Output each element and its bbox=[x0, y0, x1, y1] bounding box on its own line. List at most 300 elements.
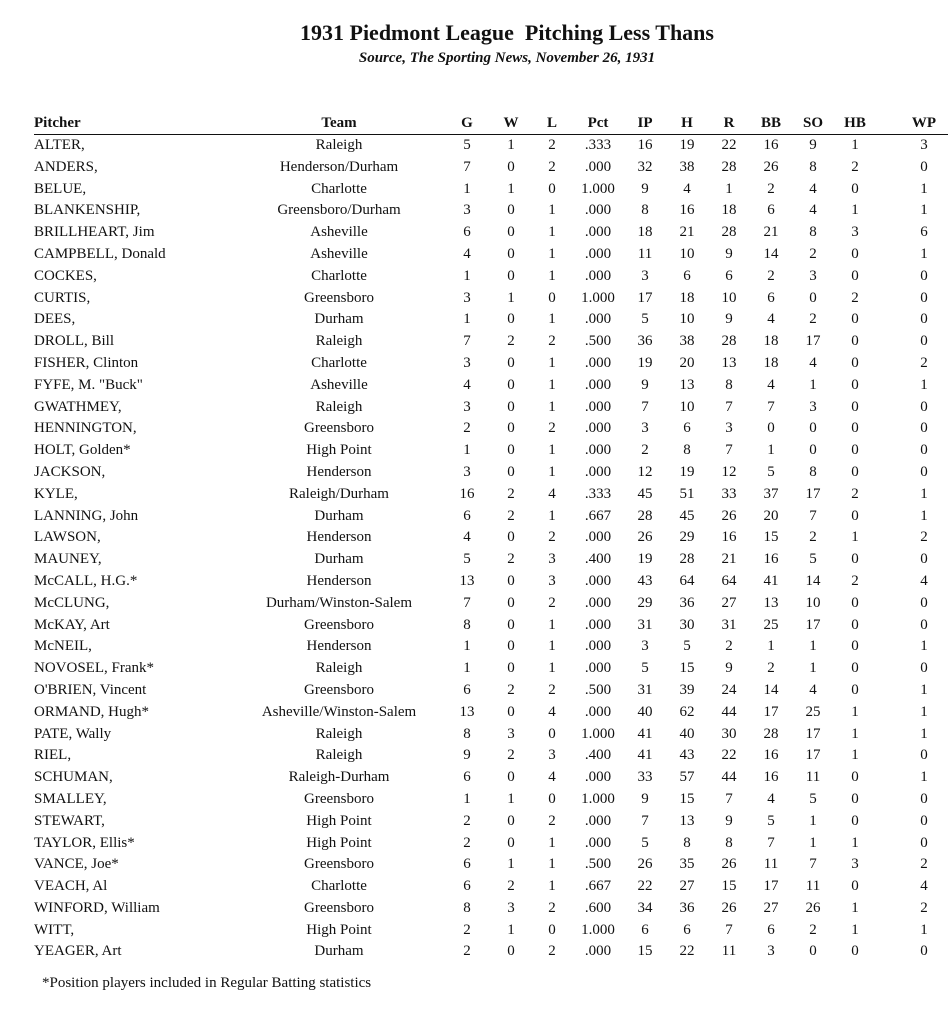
pitcher-cell: NOVOSEL, Frank* bbox=[34, 660, 154, 677]
stat-cell-ip: 9 bbox=[641, 790, 649, 807]
pitcher-cell: SMALLEY, bbox=[34, 790, 107, 807]
stat-cell-hb: 0 bbox=[851, 398, 859, 415]
stat-cell-wp: 0 bbox=[920, 594, 928, 611]
table-row bbox=[34, 440, 948, 462]
stat-cell-ip: 32 bbox=[637, 158, 653, 175]
stat-cell-r: 64 bbox=[721, 572, 737, 589]
stat-cell-bb: 5 bbox=[767, 812, 775, 829]
stat-cell-so: 2 bbox=[809, 529, 817, 546]
stat-cell-pct: .000 bbox=[584, 224, 612, 241]
stat-cell-wp: 3 bbox=[920, 137, 928, 153]
column-header-hb: HB bbox=[834, 112, 876, 135]
stat-cell-so: 26 bbox=[805, 899, 821, 916]
stat-cell-r: 7 bbox=[725, 921, 733, 938]
stat-cell-r: 44 bbox=[721, 703, 737, 720]
table-row bbox=[34, 680, 948, 702]
pitcher-cell: LANNING, John bbox=[34, 507, 139, 524]
stat-cell-ip: 22 bbox=[637, 878, 653, 895]
team-cell: Asheville/Winston-Salem bbox=[261, 703, 417, 720]
table-row bbox=[34, 593, 948, 615]
team-cell: Durham bbox=[314, 551, 364, 568]
stat-cell-w: 1 bbox=[507, 790, 515, 807]
stat-cell-hb: 2 bbox=[851, 158, 859, 175]
stat-cell-g: 1 bbox=[463, 311, 471, 328]
stat-cell-pct: .000 bbox=[584, 398, 612, 415]
stat-cell-so: 1 bbox=[809, 376, 817, 393]
table-row bbox=[34, 920, 948, 942]
stat-cell-so: 5 bbox=[809, 551, 817, 568]
pitcher-cell: BRILLHEART, Jim bbox=[34, 224, 155, 241]
stat-cell-so: 0 bbox=[809, 943, 817, 960]
stat-cell-w: 1 bbox=[507, 289, 515, 306]
pitcher-cell: TAYLOR, Ellis* bbox=[34, 834, 135, 851]
stat-cell-wp: 0 bbox=[920, 834, 928, 851]
stat-cell-h: 16 bbox=[679, 202, 695, 219]
stat-cell-hb: 0 bbox=[851, 812, 859, 829]
stat-cell-pct: .500 bbox=[584, 333, 612, 350]
table-row bbox=[34, 244, 948, 266]
stat-cell-ip: 19 bbox=[637, 354, 653, 371]
table-row bbox=[34, 266, 948, 288]
stat-cell-l: 0 bbox=[548, 180, 556, 197]
stat-cell-hb: 0 bbox=[851, 551, 859, 568]
column-header-wp: WP bbox=[876, 112, 948, 135]
stat-cell-w: 0 bbox=[507, 420, 515, 437]
stat-cell-pct: .000 bbox=[584, 376, 612, 393]
column-header-l: L bbox=[532, 112, 572, 135]
stat-cell-pct: .500 bbox=[584, 681, 612, 698]
stat-cell-w: 0 bbox=[507, 769, 515, 786]
stat-cell-w: 2 bbox=[507, 681, 515, 698]
stat-cell-pct: 1.000 bbox=[581, 921, 615, 938]
stat-cell-r: 26 bbox=[721, 507, 737, 524]
stat-cell-g: 4 bbox=[463, 245, 471, 262]
table-row bbox=[34, 527, 948, 549]
stat-cell-pct: .000 bbox=[584, 572, 612, 589]
stat-cell-l: 2 bbox=[548, 681, 556, 698]
pitcher-cell: SCHUMAN, bbox=[34, 769, 113, 786]
team-cell: Charlotte bbox=[311, 180, 367, 197]
stat-cell-ip: 19 bbox=[637, 551, 653, 568]
stat-cell-h: 19 bbox=[679, 463, 695, 480]
stat-cell-g: 1 bbox=[463, 180, 471, 197]
stat-cell-bb: 0 bbox=[767, 420, 775, 437]
stat-cell-l: 0 bbox=[548, 921, 556, 938]
stat-cell-hb: 2 bbox=[851, 485, 859, 502]
stat-cell-bb: 18 bbox=[763, 333, 779, 350]
stat-cell-so: 17 bbox=[805, 725, 821, 742]
stat-cell-h: 29 bbox=[679, 529, 695, 546]
stat-cell-pct: 1.000 bbox=[581, 289, 615, 306]
table-body bbox=[34, 135, 948, 964]
stat-cell-l: 0 bbox=[548, 790, 556, 807]
stat-cell-bb: 6 bbox=[767, 289, 775, 306]
stat-cell-l: 2 bbox=[548, 420, 556, 437]
table-row bbox=[34, 571, 948, 593]
stat-cell-l: 1 bbox=[548, 267, 556, 284]
stat-cell-g: 5 bbox=[463, 551, 471, 568]
stat-cell-so: 11 bbox=[805, 878, 821, 895]
table-row bbox=[34, 549, 948, 571]
stat-cell-hb: 0 bbox=[851, 660, 859, 677]
pitcher-cell: CAMPBELL, Donald bbox=[34, 245, 166, 262]
stat-cell-l: 1 bbox=[548, 376, 556, 393]
stat-cell-g: 1 bbox=[463, 660, 471, 677]
team-cell: Charlotte bbox=[311, 878, 367, 895]
pitcher-cell: McNEIL, bbox=[34, 638, 92, 655]
stat-cell-h: 21 bbox=[679, 224, 695, 241]
stat-cell-hb: 3 bbox=[851, 224, 859, 241]
stat-cell-pct: .667 bbox=[584, 507, 612, 524]
table-row bbox=[34, 135, 948, 157]
pitcher-cell: HENNINGTON, bbox=[34, 420, 137, 437]
stat-cell-w: 0 bbox=[507, 594, 515, 611]
pitcher-cell: CURTIS, bbox=[34, 289, 91, 306]
stat-cell-r: 2 bbox=[725, 638, 733, 655]
stat-cell-bb: 14 bbox=[763, 681, 779, 698]
table-row bbox=[34, 200, 948, 222]
stat-cell-g: 13 bbox=[459, 572, 475, 589]
stat-cell-g: 5 bbox=[463, 137, 471, 153]
stat-cell-so: 2 bbox=[809, 245, 817, 262]
stat-cell-l: 1 bbox=[548, 311, 556, 328]
stat-cell-pct: .000 bbox=[584, 267, 612, 284]
stat-cell-pct: .000 bbox=[584, 834, 612, 851]
stat-cell-h: 20 bbox=[679, 354, 695, 371]
stat-cell-hb: 0 bbox=[851, 267, 859, 284]
stat-cell-g: 6 bbox=[463, 769, 471, 786]
stat-cell-l: 2 bbox=[548, 812, 556, 829]
stat-cell-h: 6 bbox=[683, 420, 691, 437]
team-cell: High Point bbox=[306, 812, 372, 829]
stat-cell-hb: 0 bbox=[851, 442, 859, 459]
stat-cell-so: 17 bbox=[805, 616, 821, 633]
stat-cell-pct: .400 bbox=[584, 747, 612, 764]
stat-cell-bb: 20 bbox=[763, 507, 779, 524]
team-cell: Henderson bbox=[306, 572, 372, 589]
stat-cell-bb: 6 bbox=[767, 921, 775, 938]
stat-cell-w: 0 bbox=[507, 616, 515, 633]
stat-cell-r: 9 bbox=[725, 245, 733, 262]
stat-cell-h: 10 bbox=[679, 245, 695, 262]
stat-cell-bb: 26 bbox=[763, 158, 779, 175]
stat-cell-r: 27 bbox=[721, 594, 737, 611]
stat-cell-w: 1 bbox=[507, 137, 515, 153]
stat-cell-r: 21 bbox=[721, 551, 737, 568]
stat-cell-so: 25 bbox=[805, 703, 821, 720]
stat-cell-l: 1 bbox=[548, 463, 556, 480]
stat-cell-wp: 1 bbox=[920, 180, 928, 197]
table-row bbox=[34, 397, 948, 419]
stat-cell-hb: 2 bbox=[851, 572, 859, 589]
stat-cell-h: 30 bbox=[679, 616, 695, 633]
stat-cell-w: 0 bbox=[507, 311, 515, 328]
stat-cell-bb: 11 bbox=[763, 856, 779, 873]
stat-cell-h: 51 bbox=[679, 485, 695, 502]
stat-cell-r: 8 bbox=[725, 376, 733, 393]
stat-cell-wp: 6 bbox=[920, 224, 928, 241]
stat-cell-h: 39 bbox=[679, 681, 695, 698]
stat-cell-pct: .000 bbox=[584, 660, 612, 677]
stat-cell-ip: 5 bbox=[641, 834, 649, 851]
table-row bbox=[34, 418, 948, 440]
stat-cell-bb: 41 bbox=[763, 572, 779, 589]
stat-cell-w: 0 bbox=[507, 572, 515, 589]
column-header-bb: BB bbox=[750, 112, 792, 135]
stat-cell-ip: 7 bbox=[641, 398, 649, 415]
stat-cell-so: 3 bbox=[809, 398, 817, 415]
stat-cell-h: 64 bbox=[679, 572, 695, 589]
stat-cell-bb: 25 bbox=[763, 616, 779, 633]
stat-cell-g: 1 bbox=[463, 442, 471, 459]
stat-cell-r: 9 bbox=[725, 660, 733, 677]
team-cell: Durham bbox=[314, 507, 364, 524]
column-header-r: R bbox=[708, 112, 750, 135]
stat-cell-r: 24 bbox=[721, 681, 737, 698]
stat-cell-hb: 0 bbox=[851, 354, 859, 371]
stat-cell-l: 1 bbox=[548, 878, 556, 895]
pitcher-cell: RIEL, bbox=[34, 747, 72, 764]
stat-cell-w: 2 bbox=[507, 878, 515, 895]
stat-cell-r: 28 bbox=[721, 158, 737, 175]
stat-cell-l: 2 bbox=[548, 137, 556, 153]
team-cell: Greensboro bbox=[304, 420, 374, 437]
stat-cell-h: 45 bbox=[679, 507, 695, 524]
stat-cell-wp: 1 bbox=[920, 245, 928, 262]
table-row bbox=[34, 941, 948, 963]
stat-cell-r: 15 bbox=[721, 878, 737, 895]
stat-cell-hb: 1 bbox=[851, 899, 859, 916]
stat-cell-ip: 18 bbox=[637, 224, 653, 241]
stat-cell-pct: .000 bbox=[584, 354, 612, 371]
stat-cell-pct: .000 bbox=[584, 442, 612, 459]
page-title: 1931 Piedmont League Pitching Less Thans bbox=[300, 20, 714, 45]
stat-cell-so: 17 bbox=[805, 485, 821, 502]
table-row bbox=[34, 854, 948, 876]
pitcher-cell: GWATHMEY, bbox=[34, 398, 122, 415]
stat-cell-so: 0 bbox=[809, 420, 817, 437]
stat-cell-l: 1 bbox=[548, 224, 556, 241]
stat-cell-wp: 1 bbox=[920, 703, 928, 720]
column-header-pitcher: Pitcher bbox=[34, 112, 234, 135]
column-header-ip: IP bbox=[624, 112, 666, 135]
stat-cell-g: 3 bbox=[463, 202, 471, 219]
stat-cell-wp: 0 bbox=[920, 463, 928, 480]
team-cell: Henderson bbox=[306, 463, 372, 480]
stat-cell-l: 2 bbox=[548, 943, 556, 960]
stat-cell-ip: 5 bbox=[641, 660, 649, 677]
stat-cell-g: 1 bbox=[463, 638, 471, 655]
stat-cell-r: 9 bbox=[725, 311, 733, 328]
stat-cell-ip: 33 bbox=[637, 769, 653, 786]
stat-cell-h: 18 bbox=[679, 289, 695, 306]
pitcher-cell: COCKES, bbox=[34, 267, 97, 284]
stat-cell-g: 16 bbox=[459, 485, 475, 502]
stat-cell-hb: 3 bbox=[851, 856, 859, 873]
stat-cell-g: 2 bbox=[463, 420, 471, 437]
stat-cell-pct: .000 bbox=[584, 202, 612, 219]
stat-cell-r: 1 bbox=[725, 180, 733, 197]
stat-cell-pct: 1.000 bbox=[581, 790, 615, 807]
stat-cell-bb: 28 bbox=[763, 725, 779, 742]
stat-cell-w: 0 bbox=[507, 660, 515, 677]
stat-cell-g: 1 bbox=[463, 267, 471, 284]
stat-cell-bb: 4 bbox=[767, 790, 775, 807]
stat-cell-ip: 11 bbox=[637, 245, 653, 262]
stat-cell-r: 3 bbox=[725, 420, 733, 437]
stat-cell-w: 2 bbox=[507, 747, 515, 764]
stat-cell-r: 26 bbox=[721, 856, 737, 873]
stat-cell-so: 2 bbox=[809, 311, 817, 328]
stat-cell-g: 2 bbox=[463, 812, 471, 829]
stat-cell-wp: 2 bbox=[920, 899, 928, 916]
stat-cell-bb: 27 bbox=[763, 899, 779, 916]
stat-cell-h: 5 bbox=[683, 638, 691, 655]
table-row bbox=[34, 288, 948, 310]
stat-cell-wp: 2 bbox=[920, 529, 928, 546]
stat-cell-g: 1 bbox=[463, 790, 471, 807]
stat-cell-g: 8 bbox=[463, 616, 471, 633]
stat-cell-ip: 45 bbox=[637, 485, 653, 502]
team-cell: High Point bbox=[306, 921, 372, 938]
pitcher-cell: KYLE, bbox=[34, 485, 78, 502]
stat-cell-h: 38 bbox=[679, 333, 695, 350]
stat-cell-g: 7 bbox=[463, 333, 471, 350]
stat-cell-w: 1 bbox=[507, 180, 515, 197]
stat-cell-ip: 40 bbox=[637, 703, 653, 720]
stat-cell-bb: 4 bbox=[767, 311, 775, 328]
stat-cell-w: 0 bbox=[507, 202, 515, 219]
stat-cell-pct: .000 bbox=[584, 463, 612, 480]
stat-cell-wp: 0 bbox=[920, 420, 928, 437]
stat-cell-bb: 17 bbox=[763, 878, 779, 895]
table-row bbox=[34, 811, 948, 833]
table-row bbox=[34, 702, 948, 724]
team-cell: Charlotte bbox=[311, 354, 367, 371]
stat-cell-w: 3 bbox=[507, 899, 515, 916]
stat-cell-g: 3 bbox=[463, 463, 471, 480]
stat-cell-g: 8 bbox=[463, 725, 471, 742]
stat-cell-w: 2 bbox=[507, 333, 515, 350]
stat-cell-l: 1 bbox=[548, 856, 556, 873]
stat-cell-g: 6 bbox=[463, 507, 471, 524]
pitcher-cell: WINFORD, William bbox=[34, 899, 160, 916]
column-header-team: Team bbox=[234, 112, 444, 135]
stat-cell-ip: 9 bbox=[641, 180, 649, 197]
stat-cell-r: 11 bbox=[721, 943, 737, 960]
pitcher-cell: HOLT, Golden* bbox=[34, 442, 131, 459]
stat-cell-bb: 7 bbox=[767, 398, 775, 415]
stat-cell-bb: 1 bbox=[767, 638, 775, 655]
stat-cell-g: 2 bbox=[463, 943, 471, 960]
stat-cell-w: 0 bbox=[507, 398, 515, 415]
stat-cell-ip: 3 bbox=[641, 638, 649, 655]
stat-cell-w: 0 bbox=[507, 812, 515, 829]
stat-cell-w: 0 bbox=[507, 529, 515, 546]
stat-cell-h: 36 bbox=[679, 899, 695, 916]
stat-cell-g: 7 bbox=[463, 158, 471, 175]
stat-cell-ip: 26 bbox=[637, 529, 653, 546]
stat-cell-ip: 15 bbox=[637, 943, 653, 960]
stat-cell-bb: 6 bbox=[767, 202, 775, 219]
stat-cell-hb: 2 bbox=[851, 289, 859, 306]
stat-cell-bb: 1 bbox=[767, 442, 775, 459]
stat-cell-w: 0 bbox=[507, 463, 515, 480]
stat-cell-hb: 0 bbox=[851, 638, 859, 655]
stat-cell-hb: 0 bbox=[851, 769, 859, 786]
stat-cell-w: 2 bbox=[507, 507, 515, 524]
stat-cell-r: 9 bbox=[725, 812, 733, 829]
pitcher-cell: WITT, bbox=[34, 921, 75, 938]
stat-cell-bb: 3 bbox=[767, 943, 775, 960]
stat-cell-h: 8 bbox=[683, 834, 691, 851]
pitcher-cell: McCALL, H.G.* bbox=[34, 572, 138, 589]
stat-cell-so: 0 bbox=[809, 289, 817, 306]
stat-cell-pct: .400 bbox=[584, 551, 612, 568]
stat-cell-hb: 0 bbox=[851, 790, 859, 807]
stat-cell-r: 28 bbox=[721, 224, 737, 241]
stat-cell-h: 19 bbox=[679, 137, 695, 153]
pitcher-cell: McKAY, Art bbox=[34, 616, 110, 633]
column-header-g: G bbox=[444, 112, 490, 135]
stat-cell-r: 12 bbox=[721, 463, 737, 480]
stat-cell-ip: 34 bbox=[637, 899, 653, 916]
stat-cell-l: 4 bbox=[548, 769, 556, 786]
stat-cell-hb: 0 bbox=[851, 943, 859, 960]
stat-cell-l: 1 bbox=[548, 638, 556, 655]
team-cell: Asheville bbox=[310, 245, 368, 262]
stat-cell-r: 28 bbox=[721, 333, 737, 350]
stat-cell-so: 17 bbox=[805, 333, 821, 350]
stat-cell-pct: 1.000 bbox=[581, 725, 615, 742]
stat-cell-ip: 17 bbox=[637, 289, 653, 306]
stat-cell-wp: 0 bbox=[920, 551, 928, 568]
source-line: Source, The Sporting News, November 26, 1931 bbox=[358, 50, 656, 66]
pitcher-cell: FYFE, M. "Buck" bbox=[34, 376, 143, 393]
stat-cell-bb: 16 bbox=[763, 747, 779, 764]
stat-cell-wp: 1 bbox=[920, 507, 928, 524]
stat-cell-wp: 1 bbox=[920, 921, 928, 938]
stat-cell-bb: 14 bbox=[763, 245, 779, 262]
stat-cell-hb: 0 bbox=[851, 681, 859, 698]
stat-cell-so: 17 bbox=[805, 747, 821, 764]
stat-cell-g: 7 bbox=[463, 594, 471, 611]
stat-cell-bb: 2 bbox=[767, 267, 775, 284]
stat-cell-ip: 36 bbox=[637, 333, 653, 350]
column-header-pct: Pct bbox=[572, 112, 624, 135]
stat-cell-so: 1 bbox=[809, 834, 817, 851]
pitcher-cell: STEWART, bbox=[34, 812, 105, 829]
stat-cell-pct: .000 bbox=[584, 311, 612, 328]
table-row bbox=[34, 309, 948, 331]
team-cell: Greensboro/Durham bbox=[277, 202, 401, 219]
stat-cell-h: 62 bbox=[679, 703, 695, 720]
stat-cell-bb: 16 bbox=[763, 551, 779, 568]
stat-cell-g: 8 bbox=[463, 899, 471, 916]
stat-cell-so: 1 bbox=[809, 638, 817, 655]
team-cell: Durham bbox=[314, 311, 364, 328]
pitcher-cell: ORMAND, Hugh* bbox=[34, 703, 150, 720]
table-row bbox=[34, 636, 948, 658]
stat-cell-hb: 1 bbox=[851, 202, 859, 219]
table-row bbox=[34, 833, 948, 855]
stat-cell-r: 10 bbox=[721, 289, 737, 306]
table-row bbox=[34, 462, 948, 484]
stat-cell-pct: .333 bbox=[584, 485, 612, 502]
stat-cell-wp: 0 bbox=[920, 812, 928, 829]
stat-cell-hb: 0 bbox=[851, 616, 859, 633]
stat-cell-wp: 0 bbox=[920, 660, 928, 677]
